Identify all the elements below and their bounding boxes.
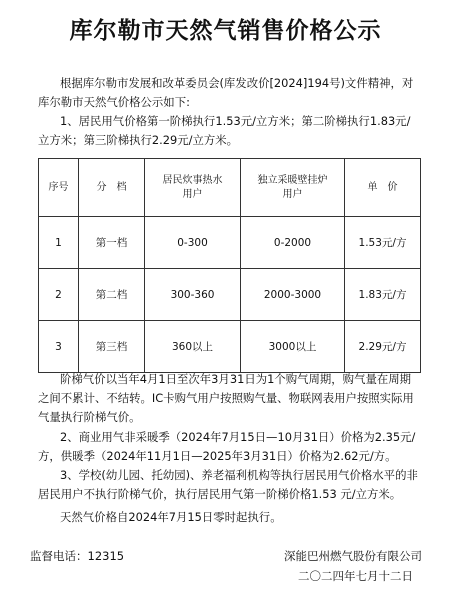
commercial-price-paragraph: 2、商业用气非采暖季（2024年7月15日—10月31日）价格为2.35元/方，供暖季（2024年11月1日—2025年3月31日）价格为2.62元/方。: [38, 430, 416, 463]
tier-cycle-paragraph: 阶梯气价以当年4月1日至次年3月31日为1个购气周期，购气量在周期之间不累计、不结转。IC卡购气用户按照购气量、物联网表用户按照实际用气量执行阶梯气价。: [38, 372, 414, 424]
table-row: [39, 217, 421, 269]
cell-heating: 2000-3000: [241, 269, 345, 321]
cell-tier: 第二档: [79, 269, 145, 321]
header-no: 序号: [39, 159, 79, 217]
notice-title: 库尔勒市天然气销售价格公示: [69, 18, 382, 44]
cell-price: 1.83元/方: [345, 269, 421, 321]
cell-no: 2: [39, 269, 79, 321]
header-residential: 居民炊事热水 用户: [145, 159, 241, 217]
header-heating: 独立采暖壁挂炉 用户: [241, 159, 345, 217]
intro-paragraph: 根据库尔勒市发展和改革委员会(库发改价[2024]194号)文件精神，对库尔勒市天然气价格公示如下:: [38, 76, 414, 109]
table-row: [39, 321, 421, 373]
cell-no: 3: [39, 321, 79, 373]
cell-heating: 3000以上: [241, 321, 345, 373]
cell-price: 1.53元/方: [345, 217, 421, 269]
price-table: [38, 158, 421, 373]
cell-residential: 0-300: [145, 217, 241, 269]
cell-tier: 第三档: [79, 321, 145, 373]
cell-residential: 360以上: [145, 321, 241, 373]
issue-date: 二〇二四年七月十二日: [298, 569, 413, 583]
table-row: [39, 269, 421, 321]
cell-residential: 300-360: [145, 269, 241, 321]
cell-tier: 第一档: [79, 217, 145, 269]
company-name: 深能巴州燃气股份有限公司: [284, 549, 422, 563]
cell-price: 2.29元/方: [345, 321, 421, 373]
institution-price-paragraph: 3、学校(幼儿园、托幼园)、养老福利机构等执行居民用气价格水平的非居民用户不执行阶梯气价，执行居民用气第一阶梯价格1.53 元/立方米。: [38, 468, 418, 501]
cell-heating: 0-2000: [241, 217, 345, 269]
table-header-row: [39, 159, 421, 217]
hotline: 监督电话：12315: [30, 549, 125, 563]
effective-date-paragraph: 天然气价格自2024年7月15日零时起执行。: [60, 510, 282, 524]
cell-no: 1: [39, 217, 79, 269]
residential-price-paragraph: 1、居民用气价格第一阶梯执行1.53元/立方米；第二阶梯执行1.83元/立方米；第三阶梯执行2.29元/立方米。: [38, 114, 411, 147]
header-price: 单 价: [345, 159, 421, 217]
header-tier: 分 档: [79, 159, 145, 217]
